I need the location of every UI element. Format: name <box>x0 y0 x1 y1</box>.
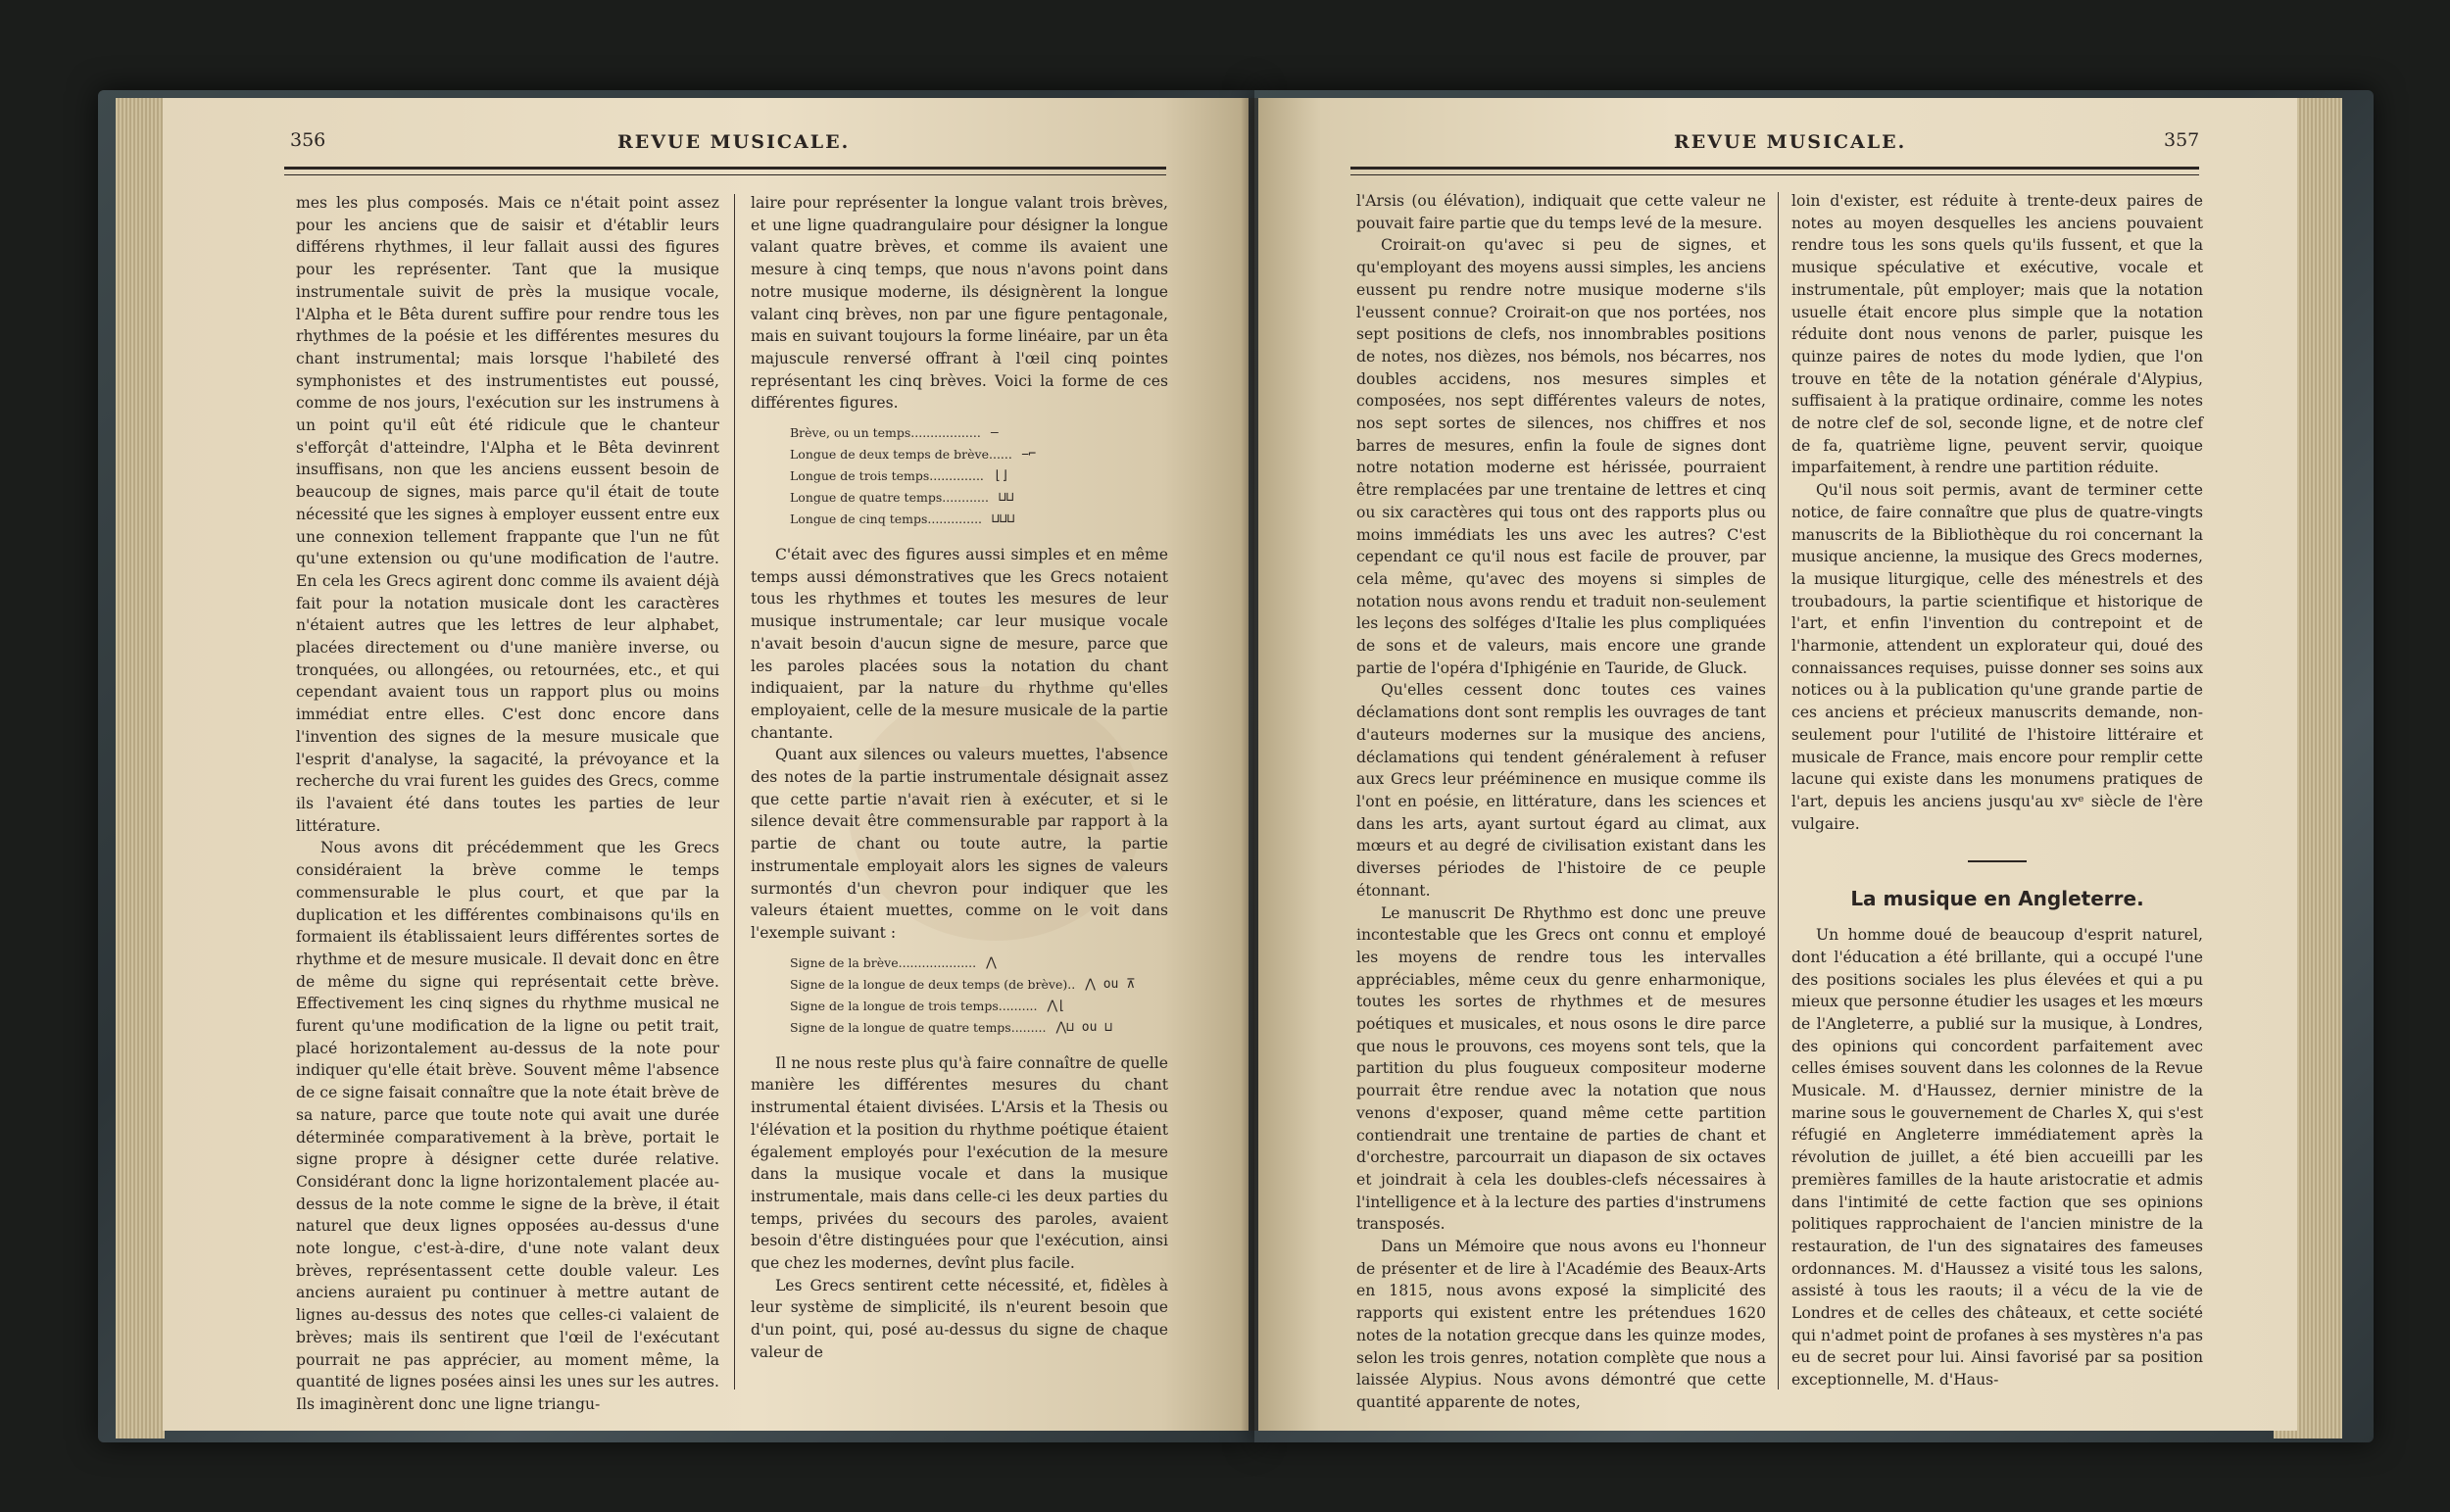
page-edges-left <box>116 98 165 1439</box>
figure-row: Longue de trois temps .............. ⌊⌋ <box>790 465 1168 487</box>
figure-row: Longue de cinq temps .............. ⊔⊔⊔ <box>790 509 1168 530</box>
figure-row: Signe de la longue de trois temps .......... ⋀⌊ <box>790 996 1168 1017</box>
rhythm-sign: ⌊⌋ <box>993 468 1009 484</box>
paragraph: Un homme doué de beaucoup d'esprit naturel, dont l'éducation a été brillante, qui a occupé l'une des positions sociales les plus élevées et qui a pu mieux que personne étudier les usages et les mœurs de l'Angleterre, a publié sur la musique, à Londres, des opinions qui concordent parfaitement avec celles émises souvent dans les colonnes de la Revue Musicale. M. d'Haussez, dernier ministre de la marine sous le gouvernement de Charles X, qui s'est réfugié en Angleterre immédiatement après la révolution de juillet, a été bien accueilli par les premières familles de la haute aristocratie et admis dans l'intimité de cette faction que ses opinions politiques rapprochaient de l'ancien ministre de la restauration, de l'un des signataires des fameuses ordonnances. M. d'Haussez a visité tous les salons, assisté à tous les raouts; il a vécu de la vie de Londres et de celles des châteaux, et cette société qui n'admet point de profanes à ses mystères n'a pas eu de secret pour lui. Ainsi favorisé par sa position exceptionnelle, M. d'Haus- <box>1791 926 2203 1390</box>
rhythm-sign: ⊔⊔⊔ <box>992 512 1015 527</box>
right-column-2 <box>1791 190 2203 1391</box>
paragraph: Croirait-on qu'avec si peu de signes, et qu'employant des moyens aussi simples, les anciens eussent pu rendre notre musique moderne s'ils l'eussent connue? Croirait-on que nos portées, nos sept positions de clefs, nos innombrables positions de notes, nos dièzes, nos bémols, nos bécarres, nos doubles accidens, nos mesures simples et composées, nos sept différentes valeurs de notes, nos sept sortes de silences, nos chiffres et nos barres de mesures, enfin la foule de signes dont notre notation moderne est hérissée, pourraient être remplacées par une trentaine de lettres et cinq ou six caractères qui tous ont des rapports plus ou moins immédiats les uns avec les autres? C'est cependant ce qu'il nous est facile de prouver, par cela même, qu'avec des moyens si simples de notation nous avons rendu et traduit non-seulement les leçons des solféges d'Italie les plus compliquées de sons et de valeurs, mais encore une grande partie de l'opéra d'Iphigénie en Tauride, de Gluck. <box>1356 236 1766 677</box>
rhythm-signs-figure <box>790 422 1168 530</box>
running-title: REVUE MUSICALE. <box>1674 131 1907 153</box>
column-rule <box>734 194 735 1390</box>
paragraph: Qu'elles cessent donc toutes ces vaines déclamations dont sont remplis les ouvrages de tant d'auteurs modernes sur la musique des anciens, déclamations qui tendent généralement à refuser aux Grecs leur prééminence en musique comme ils l'ont en poésie, en littérature, dans les sciences et dans les arts, ayant surtout égard au climat, aux mœurs et au degré de civilisation existant dans les diverses périodes de l'histoire de ce peuple étonnant. <box>1356 681 1766 900</box>
figure-label: Signe de la longue de deux temps (de brève) <box>790 976 1068 992</box>
right-page <box>1258 98 2297 1431</box>
figure-row: Longue de deux temps de brève ...... ⎯⌐ <box>790 444 1168 465</box>
figure-label: Signe de la longue de quatre temps <box>790 1019 1011 1035</box>
figure-row: Signe de la longue de deux temps (de brève) .. ⋀ ou ⊼ <box>790 974 1168 996</box>
running-title: REVUE MUSICALE. <box>617 131 851 153</box>
left-column-1 <box>296 192 719 1416</box>
paragraph: Les Grecs sentirent cette nécessité, et, fidèles à leur système de simplicité, ils n'eurent besoin que d'un point, qui, posé au-dessus du signe de chaque valeur de <box>751 1276 1168 1361</box>
rhythm-sign: ⊔⊔ <box>998 490 1014 506</box>
paragraph: Quant aux silences ou valeurs muettes, l'absence des notes de la partie instrumentale désignait assez que cette partie n'avait rien à exécuter, et si le silence devait être commensurable par rapport à la partie de chant ou toute autre, la partie instrumentale employait alors les signes de valeurs surmontés d'un chevron pour indiquer que les valeurs étaient muettes, comme on le voit dans l'exemple suivant : <box>751 746 1168 942</box>
silence-sign: ⋀⌊ <box>1047 998 1065 1013</box>
left-column-2 <box>751 192 1168 1364</box>
paragraph: Le manuscrit De Rhythmo est donc une preuve incontestable que les Grecs ont connu et employé les moyens de rendre tous les intervalles appréciables, même ceux du genre enharmonique, toutes les sortes de rhythmes et de mesures poétiques et musicales, et nous osons le dire parce que nous le prouvons, ces moyens sont tels, que la partition du plus fougueux compositeur moderne pourrait être rendue avec la notation que nous venons d'exposer, quand même cette partition contiendrait une trentaine de parties de chant et d'orchestre, parcourrait un diapason de six octaves et joindrait à cela les doubles-clefs nécessaires à l'intelligence et à la lecture des parties d'instrumens transposés. <box>1356 903 1766 1234</box>
paragraph: Qu'il nous soit permis, avant de terminer cette notice, de faire connaître que plus de quatre-vingts manuscrits de la Bibliothèque du roi concernant la musique ancienne, la musique des Grecs modernes, la musique liturgique, celle des ménestrels et des troubadours, la partie scientifique et historique de l'art, et enfin l'invention du contrepoint et de l'harmonie, attendent un explorateur qui, doué des connaissances requises, puisse donner ses soins aux notices ou à la publication qu'une grande partie de ces anciens et précieux manuscrits demande, non-seulement pour l'utilité de l'histoire littéraire et musicale de France, mais encore pour remplir cette lacune qui existe dans les monumens pratiques de l'art, depuis les anciens jusqu'au xvᵉ siècle de l'ère vulgaire. <box>1791 481 2203 833</box>
paragraph: Dans un Mémoire que nous avons eu l'honneur de présenter et de lire à l'Académie des Beaux-Arts en 1815, nous avons exposé la simplicité des rapports qui existent entre les prétendues 1620 notes de la notation grecque dans les quinze modes, selon les trois genres, notation complète que nous a laissée Alypius. Nous avons démontré que cette quantité apparente de notes, <box>1356 1238 1766 1411</box>
left-page <box>163 98 1249 1431</box>
paragraph: loin d'exister, est réduite à trente-deux paires de notes au moyen desquelles les anciens pouvaient rendre tous les sons quels qu'ils fussent, et que la musique spéculative et exécutive, vocale et instrumentale, pût employer; mais que la notation usuelle était encore plus simple que la notation réduite dont nous venons de parler, puisque les quinze paires de notes du mode lydien, que l'on trouve en tête de la notation générale d'Alypius, suffisaient à la pratique ordinaire, comme les notes de notre clef de sol, seconde ligne, et de notre clef de fa, quatrième ligne, peuvent servir, quoique imparfaitement, à rendre une partition réduite. <box>1791 192 2203 477</box>
figure-row: Signe de la longue de quatre temps ......... ⋀⊔ ou ⊔ <box>790 1017 1168 1039</box>
figure-label: Longue de deux temps de brève <box>790 447 990 463</box>
paragraph: C'était avec des figures aussi simples et en même temps aussi démonstratives que les Grecs notaient tous les rhythmes et toutes les mesures de leur musique instrumentale; car leur musique vocale n'avait besoin d'aucun signe de mesure, parce que les paroles placées sous la notation du chant indiquaient, par la nature du rhythme qu'elles employaient, celle de la mesure musicale de la partie chantante. <box>751 546 1168 742</box>
column-rule <box>1778 192 1779 1390</box>
rhythm-sign: ⎯⌐ <box>1021 447 1037 463</box>
figure-label: Longue de trois temps <box>790 468 930 484</box>
rhythm-sign: — <box>990 425 999 441</box>
section-title: La musique en Angleterre. <box>1850 887 2144 911</box>
silence-sign: ⋀⊔ ou ⊔ <box>1055 1019 1113 1035</box>
silence-sign: ⋀ ou ⊼ <box>1085 976 1136 992</box>
figure-label: Longue de cinq temps <box>790 512 928 527</box>
figure-label: Signe de la longue de trois temps <box>790 998 999 1013</box>
section-divider <box>1968 860 2027 862</box>
figure-row: Signe de la brève .................... ⋀ <box>790 952 1168 974</box>
figure-row: Brève, ou un temps .................. — <box>790 422 1168 444</box>
silence-signs-figure <box>790 952 1168 1039</box>
paragraph: Il ne nous reste plus qu'à faire connaître de quelle manière les différentes mesures du chant instrumental étaient divisées. L'Arsis et la Thesis ou l'élévation et la position du rhythme poétique étaient également employés pour l'exécution de la mesure dans la musique vocale et dans la musique instrumentale, mais dans celle-ci les deux parties du temps, privées du secours des paroles, avaient besoin d'être distinguées pour que l'exécution, ainsi que chez les modernes, devînt plus facile. <box>751 1053 1168 1273</box>
header-rule <box>1350 167 2199 175</box>
page-number: 357 <box>2164 129 2200 151</box>
silence-sign: ⋀ <box>986 954 997 970</box>
paragraph: Nous avons dit précédemment que les Grecs considéraient la brève comme le temps commensurable le plus court, et que par la duplication et les différentes combinaisons qu'ils en formaient ils établissaient leurs différentes sortes de rhythme et de mesure musicale. Il devait donc en être de même du signe qui représentait cette brève. Effectivement les cinq signes du rhythme musical ne furent qu'une modification de la ligne ou petit trait, placé horizontalement au-dessus de la note pour indiquer qu'elle était brève. Souvent même l'absence de ce signe faisait connaître que la note était brève de sa nature, parce que toute note qui avait une durée déterminée comparativement à la brève, portait le signe propre à désigner cette durée relative. Considérant donc la ligne horizontalement placée au-dessus de la note comme le signe de la brève, il était naturel que deux lignes opposées au-dessus d'une note longue, c'est-à-dire, d'une note valant deux brèves, représentassent cette double valeur. Les anciens auraient pu continuer à mettre autant de lignes au-dessus des notes que celles-ci valaient de brèves; mais ils sentirent que l'œil de l'exécutant pourrait ne pas apprécier, au moment même, la quantité de lignes posées ainsi les unes sur les autres. Ils imaginèrent donc une ligne triangu- <box>296 839 719 1413</box>
header-rule <box>284 167 1166 175</box>
figure-row: Longue de quatre temps ............ ⊔⊔ <box>790 487 1168 509</box>
paragraph: mes les plus composés. Mais ce n'était point assez pour les anciens que de saisir et d'établir leurs différens rhythmes, il leur fallait aussi des figures pour les représenter. Tant que la musique instrumentale suivit de près la musique vocale, l'Alpha et le Bêta durent suffire pour rendre tous les rhythmes de la poésie et les différentes mesures du chant instrumental; mais lorsque l'habileté des symphonistes et des instrumentistes eut poussé, comme de nos jours, l'exécution sur les instrumens à un point qu'il eût été ridicule que le chanteur s'efforçât d'atteindre, l'Alpha et le Bêta devinrent insuffisans, non que les anciens eussent besoin de beaucoup de signes, mais parce qu'il était de toute nécessité que les signes à employer eussent entre eux une connexion tellement frappante que l'un ne fût qu'une extension ou qu'une modification de l'autre. En cela les Grecs agirent donc comme ils avaient déjà fait pour la notation musicale dont les caractères n'étaient autres que les lettres de leur alphabet, placées directement ou d'une manière inverse, ou tronquées, ou allongées, ou retournées, etc., et qui cependant avaient tous un rapport plus ou moins immédiat entre elles. C'est donc encore dans l'invention des signes de la mesure musicale que l'esprit d'analyse, la sagacité, la prévoyance et la recherche du vrai furent les guides des Grecs, comme ils l'avaient été dans toutes les parties de leur littérature. <box>296 194 719 835</box>
paragraph: laire pour représenter la longue valant trois brèves, et une ligne quadrangulaire pour désigner la longue valant quatre brèves, et comme ils avaient une mesure à cinq temps, que nous n'avons point dans notre musique moderne, ils désignèrent la longue valant cinq brèves, non par une figure pentagonale, mais en suivant toujours la forme linéaire, par un êta majuscule renversé offrant à l'œil cinq pointes représentant les cinq brèves. Voici la forme de ces différentes figures. <box>751 194 1168 413</box>
paragraph: l'Arsis (ou élévation), indiquait que cette valeur ne pouvait faire partie que du temps levé de la mesure. <box>1356 192 1766 232</box>
right-column-1 <box>1356 190 1766 1414</box>
page-number: 356 <box>290 129 326 151</box>
figure-label: Longue de quatre temps <box>790 490 943 506</box>
figure-label: Signe de la brève <box>790 954 899 970</box>
figure-label: Brève, ou un temps <box>790 425 911 441</box>
